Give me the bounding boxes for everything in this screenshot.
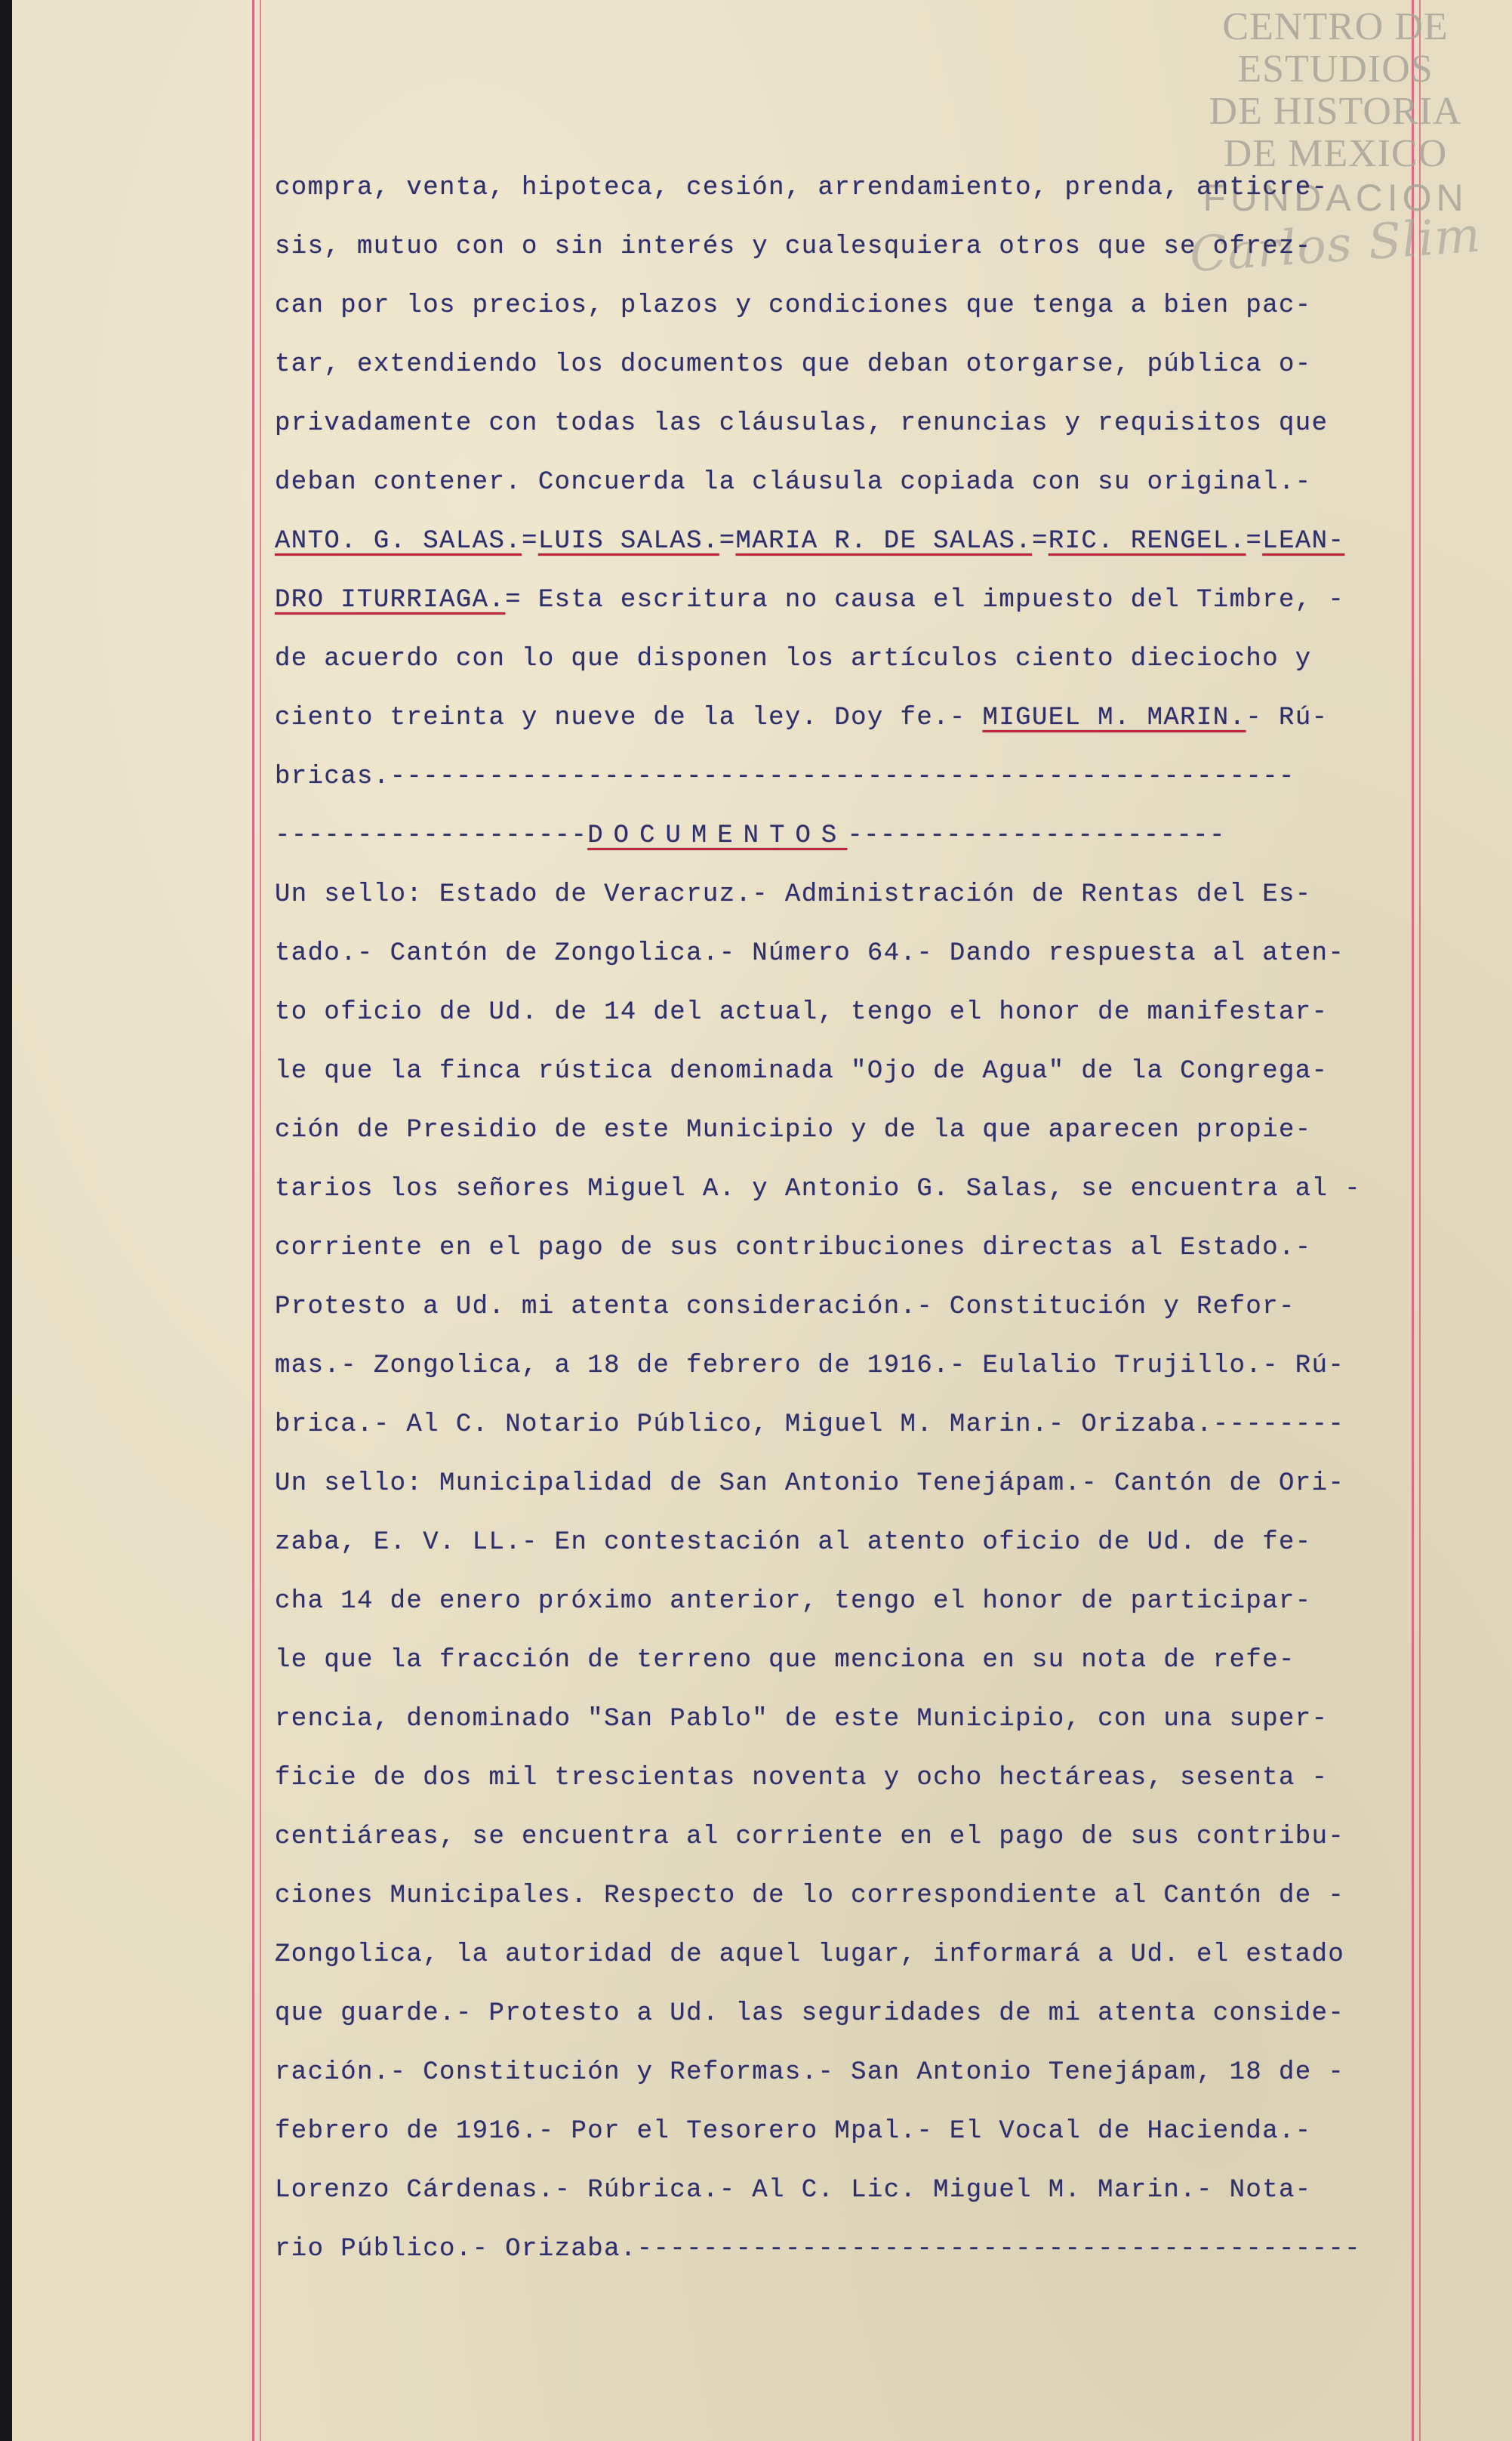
text-line: sis, mutuo con o sin interés y cualesquiera otros que se ofrez- — [275, 233, 1312, 261]
text-line: ción de Presidio de este Municipio y de la que aparecen propie- — [275, 1116, 1312, 1145]
text-line: centiáreas, se encuentra al corriente en el pago de sus contribu- — [275, 1823, 1345, 1851]
text-line: can por los precios, plazos y condiciones que tenga a bien pac- — [275, 291, 1312, 320]
text-line: privadamente con todas las cláusulas, renuncias y requisitos que — [275, 409, 1329, 438]
signatory-name: ANTO. G. SALAS. — [275, 527, 522, 556]
dash-rule: ------------------- — [275, 821, 588, 850]
text-line: to oficio de Ud. de 14 del actual, tengo el honor de manifestar- — [275, 998, 1329, 1027]
text-line: de acuerdo con lo que disponen los artículos ciento dieciocho y — [275, 645, 1312, 673]
signatories-line — [275, 512, 1422, 571]
watermark-line-2: ESTUDIOS — [1237, 48, 1433, 91]
watermark-line-4: DE MEXICO — [1223, 132, 1448, 175]
text-line: brica.- Al C. Notario Público, Miguel M. Marin.- Orizaba.-------- — [275, 1410, 1345, 1439]
text-line: tar, extendiendo los documentos que deban otorgarse, pública o- — [275, 350, 1312, 379]
text-line: compra, venta, hipoteca, cesión, arrendamiento, prenda, anticre- — [275, 174, 1329, 202]
text-line: Un sello: Estado de Veracruz.- Administración de Rentas del Es- — [275, 880, 1312, 909]
text-line: Zongolica, la autoridad de aquel lugar, informará a Ud. el estado — [275, 1940, 1345, 1969]
watermark-signature: Carlos Slim — [1187, 207, 1483, 284]
text-line: Un sello: Municipalidad de San Antonio Tenejápam.- Cantón de Ori- — [275, 1469, 1345, 1498]
text-line: ciones Municipales. Respecto de lo correspondiente al Cantón de - — [275, 1882, 1345, 1910]
dash-rule: ----------------------- — [847, 821, 1226, 850]
text-line: le que la finca rústica denominada "Ojo de Agua" de la Congrega- — [275, 1057, 1329, 1086]
text-line: Protesto a Ud. mi atenta consideración.- Constitución y Refor- — [275, 1293, 1295, 1321]
separator: = — [719, 527, 736, 556]
separator: = — [1032, 527, 1049, 556]
text-line: le que la fracción de terreno que menciona en su nota de refe- — [275, 1646, 1295, 1675]
text-line: cha 14 de enero próximo anterior, tengo el honor de participar- — [275, 1587, 1312, 1616]
text-line — [275, 571, 1422, 630]
text-line: febrero de 1916.- Por el Tesorero Mpal.- El Vocal de Hacienda.- — [275, 2117, 1312, 2146]
text-fragment: ciento treinta y nueve de la ley. Doy fe.- — [275, 704, 983, 732]
text-line: ración.- Constitución y Reformas.- San Antonio Tenejápam, 18 de - — [275, 2058, 1345, 2087]
signatory-name: MARIA R. DE SALAS. — [735, 527, 1032, 556]
text-line: tarios los señores Miguel A. y Antonio G. Salas, se encuentra al - — [275, 1175, 1362, 1204]
signatory-name: LEAN- — [1262, 527, 1345, 556]
watermark-line-1: CENTRO DE — [1222, 5, 1449, 48]
text-line: zaba, E. V. LL.- En contestación al atento oficio de Ud. de fe- — [275, 1528, 1312, 1557]
section-heading: DOCUMENTOS — [587, 821, 848, 850]
signatory-name: DRO ITURRIAGA. — [275, 586, 506, 615]
notary-name: MIGUEL M. MARIN. — [982, 704, 1246, 732]
text-line: deban contener. Concuerda la cláusula copiada con su original.- — [275, 468, 1312, 497]
left-margin-line-inner — [260, 0, 261, 2441]
separator: = — [1246, 527, 1263, 556]
text-line: mas.- Zongolica, a 18 de febrero de 1916.- Eulalio Trujillo.- Rú- — [275, 1351, 1345, 1380]
signatory-name: RIC. RENGEL. — [1048, 527, 1246, 556]
text-line: rencia, denominado "San Pablo" de este Municipio, con una super- — [275, 1705, 1329, 1734]
watermark-line-3: DE HISTORIA — [1209, 90, 1462, 133]
left-margin-line — [252, 0, 254, 2441]
text-fragment: = Esta escritura no causa el impuesto del Timbre, - — [505, 586, 1345, 615]
text-line — [275, 689, 1422, 747]
section-heading-line — [275, 806, 1422, 865]
text-line: que guarde.- Protesto a Ud. las seguridades de mi atenta conside- — [275, 1999, 1345, 2028]
text-line: ficie de dos mil trescientas noventa y ocho hectáreas, sesenta - — [275, 1764, 1329, 1792]
text-line: Lorenzo Cárdenas.- Rúbrica.- Al C. Lic. Miguel M. Marin.- Nota- — [275, 2176, 1312, 2205]
text-line: rio Público.- Orizaba.-------------------------------------------- — [275, 2235, 1362, 2264]
typewritten-text — [275, 159, 1422, 2279]
signatory-name: LUIS SALAS. — [537, 527, 719, 556]
text-line: tado.- Cantón de Zongolica.- Número 64.- Dando respuesta al aten- — [275, 939, 1345, 968]
text-line: bricas.------------------------------------------------------- — [275, 763, 1295, 791]
document-page — [12, 0, 1512, 2441]
watermark-foundation: FUNDACION — [1203, 177, 1468, 219]
text-line: corriente en el pago de sus contribuciones directas al Estado.- — [275, 1234, 1312, 1262]
text-fragment: - Rú- — [1246, 704, 1329, 732]
separator: = — [522, 527, 538, 556]
